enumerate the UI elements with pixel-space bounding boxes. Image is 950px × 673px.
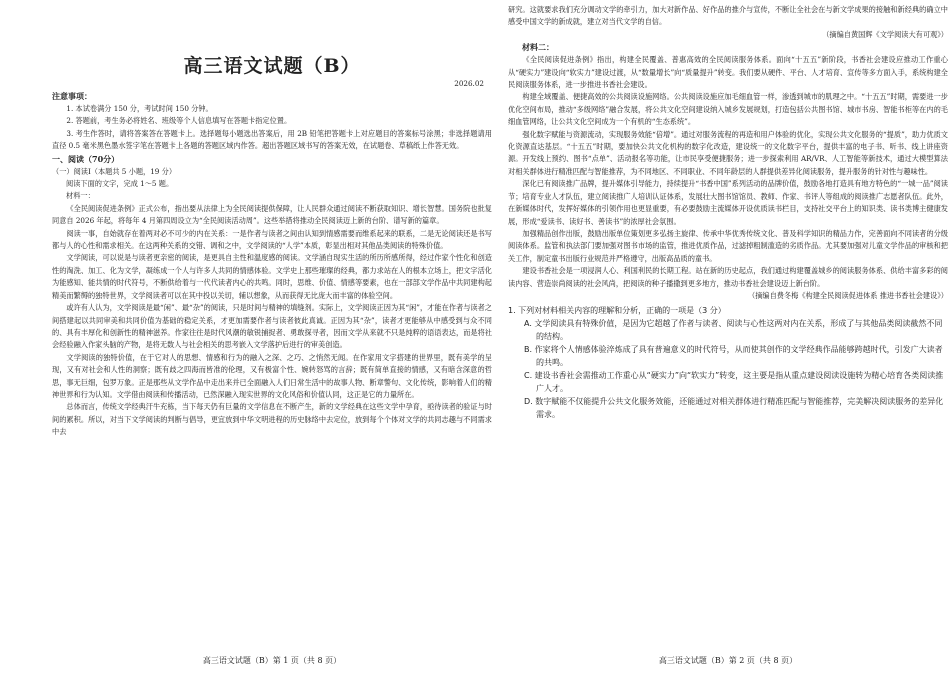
note-item: 2. 答题前，考生务必将姓名、班级等个人信息填写在答题卡指定位置。 <box>66 116 292 126</box>
page-footer: 高三语文试题（B）第 1 页（共 8 页） <box>202 656 342 665</box>
paragraph: 《全民阅读促进条例》正式公布，指出要从法律上为全民阅读提供保障，让人民群众通过阅读不断获取知识、增长智慧。国务院也批复同意自 2026 年起，将每年 4 月第四周设立为“全民阅读活动周”。这些举措将推动全民阅读迈上新的台阶、谱写新的篇章。 <box>52 203 492 226</box>
instruction: 阅读下面的文字，完成 1～5 题。 <box>66 179 174 189</box>
paragraph: 或许有人认为，文学阅读是最“闲”、最“杂”的阅读，只是时间与精神的填缝剂。实际上，文学阅读正因为其“闲”，才能在作者与读者之间搭建起以共同审美和共同价值为基础的稳定关系，才更加需要作者与读者彼此真诚。正因为其“杂”，读者才更能够从中感受到与众不同的、具有丰厚化和创新性的精神滋养。作家往往是时代风潮的敏锐捕捉者、勇敢探寻者，因而文学从来就不只是纯粹的语语表达，而是将社会经验融入作家头脑的产物，是将无数人与社会相关的思考嵌入文学落护后进行的审美创造。 <box>52 303 492 350</box>
section-heading: 一、阅读（70分） <box>52 153 120 164</box>
note-item: 1. 本试卷满分 150 分，考试时间 150 分钟。 <box>66 104 213 113</box>
paragraph: 阅读一事，自始就存在着两对必不可少的内在关系：一是作者与读者之间由认知到情感需要而维系起来的联系，二是无论阅读还是书写都与人的心性和需求相关。在这两种关系的交错、调和之中，文学阅读的“人学”本质，彰显出相对其他品类阅读的特殊价值。 <box>52 228 492 251</box>
paragraph: 强化数字赋能与资源流动，实现服务效能“倍增”。通过对服务流程的再造和用户体验的优化，实现公共文化服务的“提质”，助力优质文化资源直达基层。“十五五”时期，要加快公共文化机构的数字化改造，建设统一的文化数字平台，提供丰富的电子书、听书、线上讲座资源。开发线上预约、图书“点单”、活动报名等功能，让市民享受便捷服务；进一步探索利用 AR/VR、人工智能等新技术，通过大模型算法对相关群体进行精准匹配与智能推荐，为不同地区、不同职业、不同年龄层的人群提供差异化阅读服务，提升服务的针对性与趣味性。 <box>508 129 948 176</box>
page-1 <box>52 0 492 673</box>
paragraph: 文学阅读的独特价值，在于它对人的思想、情感和行为的融入之深、之巧、之悄然无闻。在作家用文字搭建的世界里，既有美学的呈现，又有对社会和人性的洞察；既有歧之四海而皆准的伦理，又有极富个性、婉转怒骂的言辞；既有简单直接的情感，又有暗含深意的哲思，事无巨细，包罗万象。正是那些从文学作品中走出来并已全面融入人们日常生活中的故事人物、断章警句、文化传统，影响着人们的精神世界和行为认知。文学借由阅读和传播活动，已然深融入现实世界的文化风俗和价值认同，这正是它的力量所在。 <box>52 352 492 399</box>
paragraph: 构建全域覆盖、便捷高效的公共阅读设施网络。公共阅读设施应加毛细血管一样，渗透到城市的肌理之中。“十五五”时期，需要进一步优化空间布局，推动“多级网络”融合发展，将公共文化空间建设纳入城乡发展规划，打造包括公共图书馆、城市书房、智能书柜等在内的毛细血管网络，让公共文化空间成为一个有机的“生态系统”。 <box>508 92 948 127</box>
paragraph: 文学阅读，可以说是与读者更亲密的阅读，是更具自主性和温度感的阅读。文学涵自现实生活的所历所感所得，经过作家个性化和创造性的淘洗、加工、化为文学，凝练成一个人与许多人共同的情感体验。文学史上那些璀璨的经典，都力求站在人的根本立场上，把文字活化为能感知、能共情的时代符号，不断供给着与一代代读者内心的共鸣。同时，思维、价值、情感等要素，也在一部部文学作品中共同建构起精美而繁缛的独特世界，文学阅读者可以在其中投以关切，辅以想象，从而获得无比庞大而丰富的体验空间。 <box>52 253 492 300</box>
source-citation: （摘编自费冬梅《构建全民阅读促进体系 推进书香社会建设》） <box>748 290 948 300</box>
material-label: 材料二： <box>522 42 554 53</box>
paragraph: 加强精品创作出版，鼓励出版单位策划更多弘扬主旋律、传承中华优秀传统文化、普及科学知识的精品力作，完善面向不同读者的分级阅读体系。监管和执法部门要加强对图书市场的监管，推进优质作品，过滤掉粗制滥造的劣质作品。尤其要加强对儿童文学作品的审核和把关工作，制定童书出版行业规范并严格遵守，出版高品质的童书。 <box>508 228 948 263</box>
question-option: C. 建设书香社会需推动工作重心从“硬实力”向“软实力”转变，这主要是指从重点建设阅读设施转为精心培育各类阅读推广人才。 <box>524 371 944 394</box>
exam-date: 2026.02 <box>454 79 484 88</box>
paragraph: 总体而言，传统文学经典汗牛充栋，当下每天仍有巨量的文学信息在不断产生，新的文学经典在这些文学中孕育，亟待读者的验证与时间的累积。所以，对当下文学阅读的判断与倡导，更宜放到中华文明进程的历史脉络中去定位，放到每个个体对文学的共同志趣与不同需求中去 <box>52 402 492 437</box>
question-option: B. 作家将个人情感体验淬炼成了具有普遍意义的时代符号，从而使其创作的文学经典作品能够跨越时代，引发广大读者的共鸣。 <box>524 345 943 368</box>
notes-heading: 注意事项： <box>52 91 92 101</box>
page-2 <box>508 0 948 673</box>
exam-title: 高三语文试题（B） <box>183 55 361 77</box>
paragraph: 建设书香社会是一项浸润人心、利国利民的长期工程。站在新的历史起点，我们通过构建覆盖城乡的阅读服务体系、供给丰富多彩的阅读内容、营造崇尚阅读的社会风尚，把阅读的种子播撒到更多地方，推动书香社会建设迈上新台阶。 <box>508 266 948 288</box>
material-label: 材料一： <box>66 191 95 201</box>
question-option: D. 数字赋能不仅能提升公共文化服务效能，还能通过对相关群体进行精准匹配与智能推荐，完美解决阅读服务的差异化需求。 <box>524 397 944 420</box>
subsection-heading: （一）阅读Ⅰ（本题共 5 小题，19 分） <box>52 166 177 176</box>
note-item: 3. 考生作答时，请将答案答在答题卡上。选择题每小题选出答案后，用 2B 铅笔把答题卡上对应题目的答案标号涂黑；非选择题请用直径 0.5 毫米黑色墨水签字笔在答题卡上各题的答题区域内作答。超出答题区域书写的答案无效，在试题卷、草稿纸上作答无效。 <box>52 128 492 151</box>
paragraph: 《全民阅读促进条例》指出，构建全民覆盖、普惠高效的全民阅读服务体系。面向“十五五”新阶段，书香社会建设应推动工作重心从“硬实力”建设向“软实力”建设过渡，从“数量增长”向“质量提升”转变。我们要从硬件、平台、人才培育、宣传等多方面入手，系统构建全民阅读服务体系，进一步推进书香社会建设。 <box>508 55 948 90</box>
question-stem: 1. 下列对材料相关内容的理解和分析，正确的一项是（3 分） <box>508 306 726 316</box>
paragraph-continuation: 研究。这就要求我们充分调动文学的牵引力，加大对新作品、好作品的推介与宣传，不断让全社会在与新文学成果的接触和新经典的确立中感受中国文学的新成就，建立对当代文学的自信。 <box>508 5 948 27</box>
question-option: A. 文学阅读具有特殊价值，是因为它超越了作者与读者、阅读与心性这两对内在关系，形成了与其他品类阅读截然不同的结构。 <box>524 319 943 342</box>
page-footer: 高三语文试题（B）第 2 页（共 8 页） <box>658 656 798 665</box>
source-citation: （摘编自黄国辉《文学阅读大有可观》） <box>822 29 948 39</box>
paragraph: 深化已有阅读推广品牌，提升媒体引导能力，持续提升“书香中国”系列活动的品牌价值，鼓励各地打造具有地方特色的“一城一品”阅读节；培育专业人才队伍，建立阅读推广人培训认证体系，发展壮大图书馆馆员、教师、作家、书评人等组成的阅读推广志愿者队伍。此外，在新媒体时代，发挥好媒体的引领作用也更显重要，有必要鼓励主流媒体开设优质读书栏目，支持社交平台上的知识类、读书类博主健康发展，形成“爱读书、读好书、善读书”的浓厚社会氛围。 <box>508 179 948 226</box>
